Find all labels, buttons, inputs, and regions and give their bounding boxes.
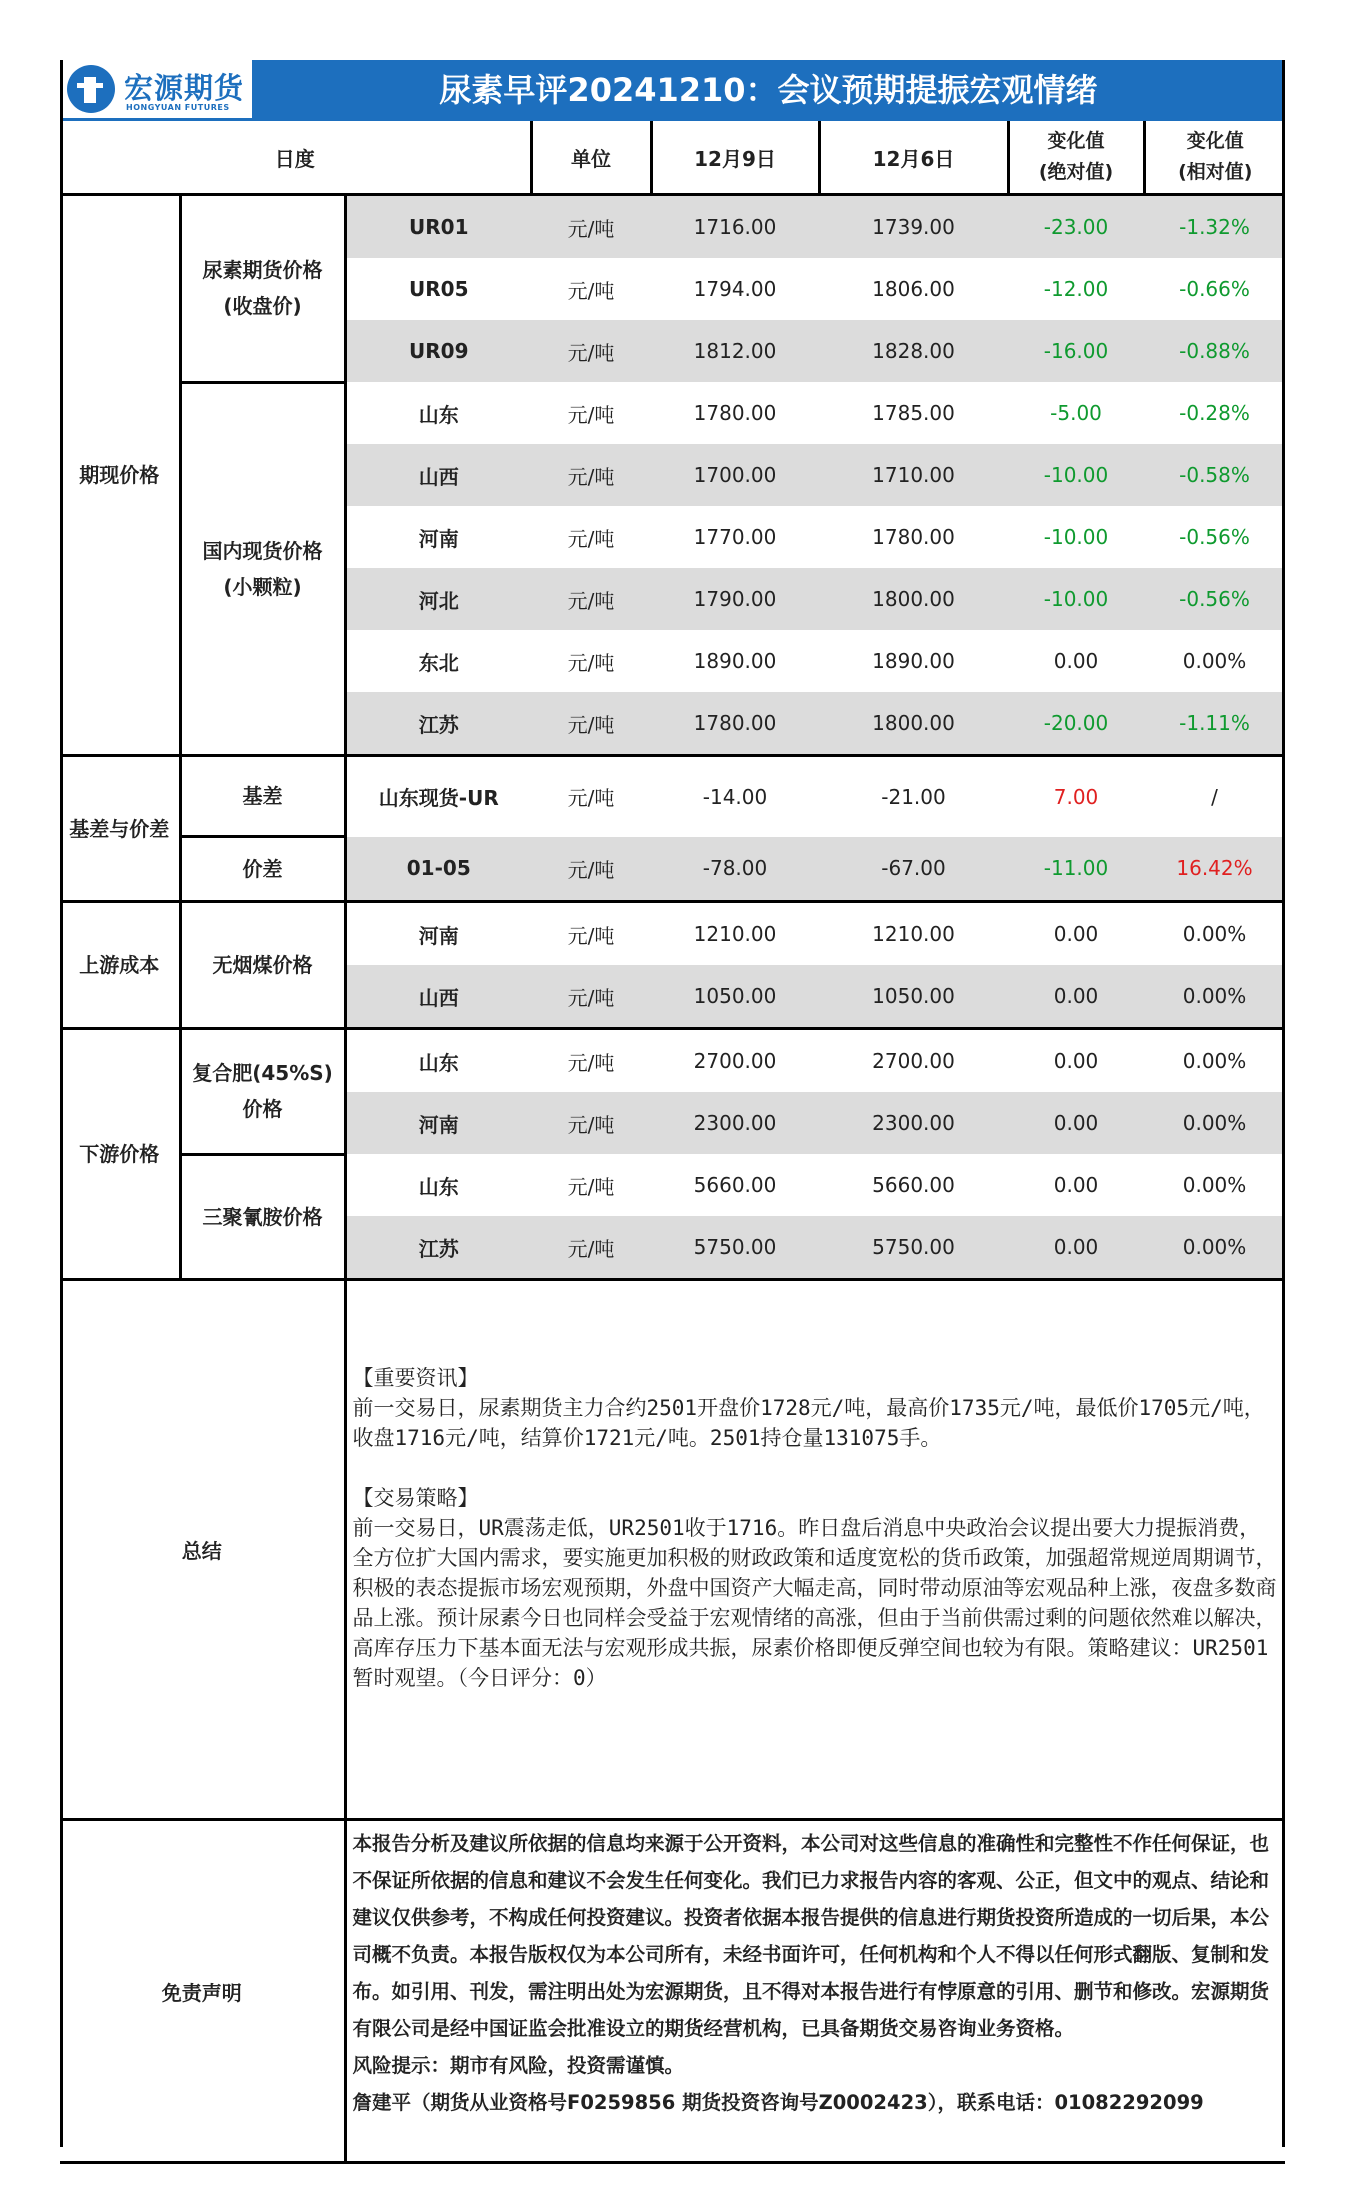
analyst-info: 詹建平（期货从业资格号F0259856 期货投资咨询号Z0002423），联系电话：01082292099 <box>352 2091 1204 2114</box>
group-melamine-label: 三聚氰胺价格 <box>180 1154 345 1280</box>
row-rel-change: -0.28% <box>1179 401 1250 425</box>
row-date1-value: -14.00 <box>702 784 768 809</box>
row-date2-value: 1739.00 <box>819 195 1008 259</box>
row-unit: 元/吨 <box>567 526 615 551</box>
row-name: 江苏 <box>345 1216 531 1280</box>
group-spot-label: 国内现货价格 (小颗粒) <box>180 382 345 756</box>
row-date2-value: 2300.00 <box>819 1092 1008 1154</box>
row-date2-value: 5750.00 <box>819 1216 1008 1280</box>
row-unit: 元/吨 <box>531 837 651 902</box>
row-abs-change: -11.00 <box>1008 837 1144 902</box>
row-rel-change: 0.00% <box>1182 1173 1247 1197</box>
row-rel-change: 0.00% <box>1182 922 1247 946</box>
row-date2-value: 1050.00 <box>819 965 1008 1029</box>
row-date1-value: 1794.00 <box>693 277 777 301</box>
group-spread-sub-label: 价差 <box>180 837 345 902</box>
news-paragraph: 前一交易日，尿素期货主力合约2501开盘价1728元/吨，最高价1735元/吨，最低价1705元/吨，收盘1716元/吨，结算价1721元/吨。2501持仓量131075手。 <box>352 1396 1265 1450</box>
row-name: 河南 <box>345 1092 531 1154</box>
row-rel-change: 0.00% <box>1182 1049 1247 1073</box>
summary-label: 总结 <box>60 1280 345 1820</box>
col-rel-change-header: 变化值 (相对值) <box>1144 121 1285 195</box>
row-date1-value: 1700.00 <box>651 444 819 506</box>
row-date1-value: 1812.00 <box>651 320 819 382</box>
row-abs-change: 0.00 <box>1053 1049 1099 1073</box>
row-abs-change: -20.00 <box>1008 692 1144 756</box>
row-abs-change: 0.00 <box>1008 965 1144 1029</box>
row-date2-value: 1780.00 <box>872 525 955 549</box>
row-name: 河北 <box>345 568 531 630</box>
company-logo <box>60 60 252 121</box>
col-period-header: 日度 <box>60 121 531 195</box>
group-upstream-label: 上游成本 <box>60 902 180 1029</box>
group-coal-label: 无烟煤价格 <box>180 902 345 1029</box>
row-date1-value: 2300.00 <box>651 1092 819 1154</box>
row-unit: 元/吨 <box>531 965 651 1029</box>
row-unit: 元/吨 <box>567 278 615 303</box>
row-rel-change: 0.00% <box>1144 1216 1285 1280</box>
row-name: 山东现货-UR <box>378 786 499 811</box>
row-unit: 元/吨 <box>531 568 651 630</box>
row-name: 山东 <box>418 402 459 427</box>
row-unit: 元/吨 <box>531 195 651 259</box>
report-title: 尿素早评20241210：会议预期提振宏观情绪 <box>439 71 1098 109</box>
row-date2-value: 1800.00 <box>819 568 1008 630</box>
row-rel-change: -0.88% <box>1144 320 1285 382</box>
row-rel-change: 0.00% <box>1144 965 1285 1029</box>
group-futures-label: 尿素期货价格 (收盘价) <box>180 195 345 383</box>
row-rel-change: 0.00% <box>1144 1092 1285 1154</box>
row-rel-change: -0.58% <box>1144 444 1285 506</box>
row-abs-change: 0.00 <box>1053 649 1099 673</box>
row-rel-change: -1.11% <box>1144 692 1285 756</box>
row-date2-value: -21.00 <box>881 784 946 809</box>
disclaimer-text <box>345 1820 1285 2163</box>
row-rel-change: -0.66% <box>1179 277 1250 301</box>
row-unit: 元/吨 <box>567 786 615 811</box>
row-name: UR09 <box>345 320 531 382</box>
row-abs-change: 0.00 <box>1053 1173 1099 1197</box>
risk-warning: 风险提示：期市有风险，投资需谨慎。 <box>352 2054 685 2077</box>
row-date2-value: 2700.00 <box>872 1049 955 1073</box>
price-table <box>60 121 1285 2164</box>
col-date1-header: 12月9日 <box>651 121 819 195</box>
row-name: UR05 <box>409 277 469 301</box>
logo-english-name: HONGYUAN FUTURES <box>126 103 230 112</box>
row-date1-value: 2700.00 <box>693 1049 777 1073</box>
logo-icon <box>67 65 115 113</box>
row-rel-change: / <box>1211 784 1218 809</box>
row-date1-value: 1780.00 <box>693 401 777 425</box>
table-row <box>60 1154 1285 1216</box>
row-unit: 元/吨 <box>567 1174 615 1199</box>
row-unit: 元/吨 <box>567 650 615 675</box>
row-date1-value: 1790.00 <box>651 568 819 630</box>
column-header-row <box>60 121 1285 195</box>
col-unit-header: 单位 <box>531 121 651 195</box>
group-fertilizer-label: 复合肥(45%S) 价格 <box>180 1029 345 1155</box>
row-date2-value: 1828.00 <box>819 320 1008 382</box>
row-abs-change: -12.00 <box>1043 277 1109 301</box>
row-name: 山西 <box>345 444 531 506</box>
news-title: 【重要资讯】 <box>352 1366 479 1390</box>
row-name: 山东 <box>418 1174 459 1199</box>
row-unit: 元/吨 <box>567 923 615 948</box>
col-date2-header: 12月6日 <box>819 121 1008 195</box>
row-unit: 元/吨 <box>531 444 651 506</box>
row-date2-value: 1710.00 <box>819 444 1008 506</box>
row-date2-value: 1210.00 <box>872 922 955 946</box>
row-date1-value: 5750.00 <box>651 1216 819 1280</box>
row-abs-change: -16.00 <box>1008 320 1144 382</box>
row-abs-change: 0.00 <box>1008 1092 1144 1154</box>
row-unit: 元/吨 <box>531 692 651 756</box>
table-row <box>60 1029 1285 1093</box>
row-date1-value: 1210.00 <box>693 922 777 946</box>
row-date1-value: -78.00 <box>651 837 819 902</box>
table-row <box>60 837 1285 902</box>
report-header <box>60 60 1285 121</box>
row-unit: 元/吨 <box>531 320 651 382</box>
row-rel-change: -0.56% <box>1179 525 1250 549</box>
row-unit: 元/吨 <box>531 1216 651 1280</box>
row-abs-change: -10.00 <box>1043 525 1109 549</box>
row-abs-change: -5.00 <box>1050 401 1102 425</box>
row-unit: 元/吨 <box>531 1092 651 1154</box>
row-unit: 元/吨 <box>567 1050 615 1075</box>
summary-row <box>60 1280 1285 1820</box>
row-date1-value: 1770.00 <box>693 525 777 549</box>
row-date2-value: 1785.00 <box>872 401 955 425</box>
disclaimer-body: 本报告分析及建议所依据的信息均来源于公开资料，本公司对这些信息的准确性和完整性不作任何保证，也不保证所依据的信息和建议不会发生任何变化。我们已力求报告内容的客观、公正，但文中的观点、结论和建议仅供参考，不构成任何投资建议。投资者依据本报告提供的信息进行期货投资所造成的一切后果，本公司概不负责。本报告版权仅为本公司所有，未经书面许可，任何机构和个人不得以任何形式翻版、复制和发布。如引用、刊发，需注明出处为宏源期货，且不得对本报告进行有悖原意的引用、删节和修改。宏源期货有限公司是经中国证监会批准设立的期货经营机构，已具备期货交易咨询业务资格。 <box>352 1832 1270 2040</box>
strategy-title: 【交易策略】 <box>352 1486 479 1510</box>
disclaimer-row <box>60 1820 1285 2163</box>
row-name: 河南 <box>418 923 459 948</box>
row-rel-change: -1.32% <box>1144 195 1285 259</box>
row-unit: 元/吨 <box>567 402 615 427</box>
table-row <box>60 902 1285 966</box>
row-name: 山东 <box>418 1050 459 1075</box>
logo-chinese-name: 宏源期货 <box>124 71 245 105</box>
row-date2-value: 1800.00 <box>819 692 1008 756</box>
row-name: 江苏 <box>345 692 531 756</box>
row-abs-change: -10.00 <box>1008 568 1144 630</box>
summary-text <box>345 1280 1285 1820</box>
row-date1-value: 1780.00 <box>651 692 819 756</box>
row-date1-value: 5660.00 <box>693 1173 777 1197</box>
group-downstream-label: 下游价格 <box>60 1029 180 1280</box>
report-sheet <box>60 60 1285 2164</box>
row-abs-change: -23.00 <box>1008 195 1144 259</box>
group-price-label: 期现价格 <box>60 195 180 756</box>
table-row <box>60 756 1285 837</box>
row-name: 东北 <box>418 650 459 675</box>
table-row <box>60 195 1285 259</box>
row-abs-change: 0.00 <box>1008 1216 1144 1280</box>
row-abs-change: 0.00 <box>1053 922 1099 946</box>
row-abs-change: 7.00 <box>1053 784 1099 809</box>
row-rel-change: -0.56% <box>1144 568 1285 630</box>
row-date2-value: 1890.00 <box>872 649 955 673</box>
row-rel-change: 16.42% <box>1144 837 1285 902</box>
col-abs-change-header: 变化值 (绝对值) <box>1008 121 1144 195</box>
row-name: 山西 <box>345 965 531 1029</box>
row-name: 01-05 <box>345 837 531 902</box>
row-rel-change: 0.00% <box>1182 649 1247 673</box>
row-date2-value: 1806.00 <box>872 277 955 301</box>
group-basis-label: 基差与价差 <box>60 756 180 902</box>
group-basis-sub-label: 基差 <box>180 756 345 837</box>
row-date2-value: -67.00 <box>819 837 1008 902</box>
row-date1-value: 1050.00 <box>651 965 819 1029</box>
row-abs-change: -10.00 <box>1008 444 1144 506</box>
row-name: UR01 <box>345 195 531 259</box>
row-name: 河南 <box>418 526 459 551</box>
strategy-paragraph: 前一交易日，UR震荡走低，UR2501收于1716。昨日盘后消息中央政治会议提出要大力提振消费，全方位扩大国内需求，要实施更加积极的财政政策和适度宽松的货币政策，加强超常规逆周期调节，积极的表态提振市场宏观预期，外盘中国资产大幅走高，同时带动原油等宏观品种上涨，夜盘多数商品上涨。预计尿素今日也同样会受益于宏观情绪的高涨，但由于当前供需过剩的问题依然难以解决，高库存压力下基本面无法与宏观形成共振，尿素价格即便反弹空间也较为有限。策略建议：UR2501暂时观望。（今日评分：0） <box>352 1516 1277 1690</box>
table-row <box>60 382 1285 444</box>
disclaimer-label: 免责声明 <box>60 1820 345 2163</box>
row-date1-value: 1716.00 <box>651 195 819 259</box>
row-date1-value: 1890.00 <box>693 649 777 673</box>
row-date2-value: 5660.00 <box>872 1173 955 1197</box>
